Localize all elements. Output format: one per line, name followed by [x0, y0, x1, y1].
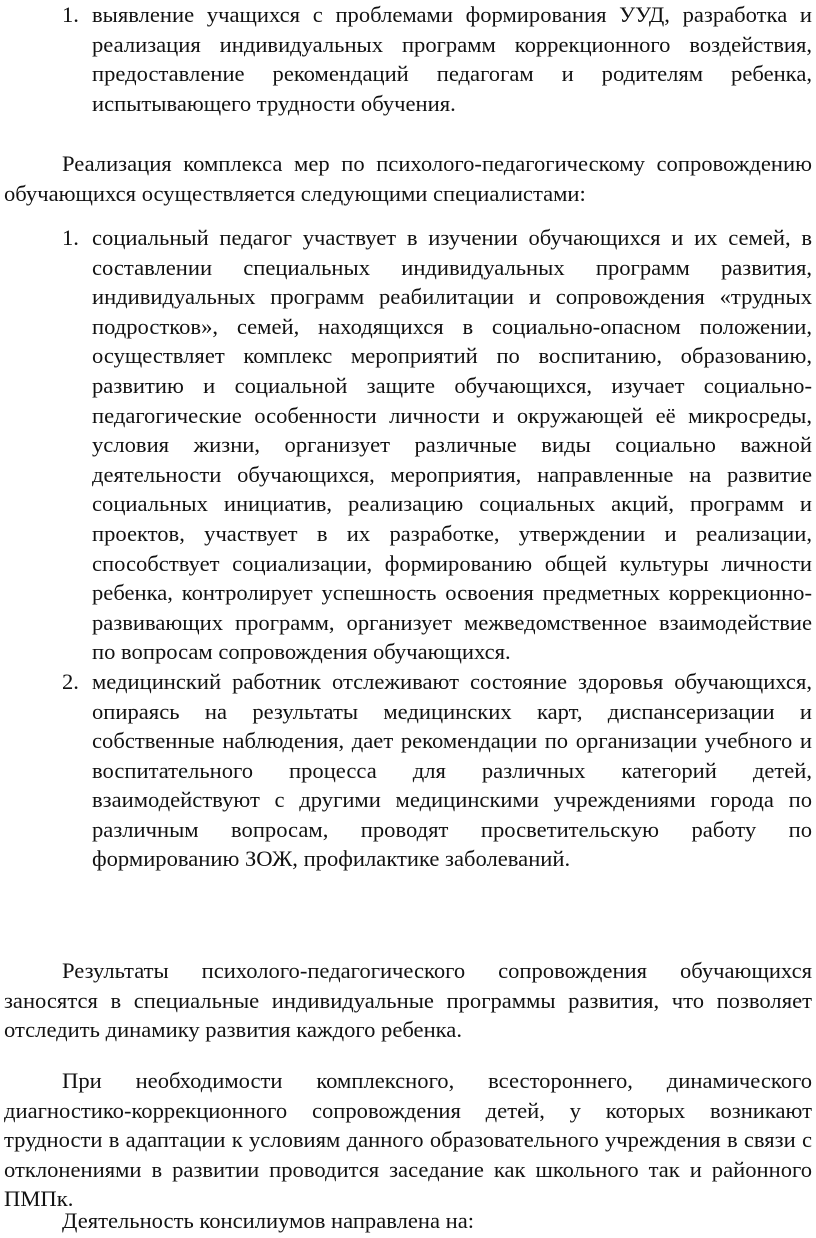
list-item-text: выявление учащихся с проблемами формирования УУД, разработка и реализация индивидуальных программ коррекционного воздействия, предоставление рекомендаций педагогам и родителям ребенка, испытывающего трудности обучения.: [92, 2, 812, 116]
list-item-number: 1.: [62, 225, 79, 250]
list-item: [0, 223, 816, 667]
paragraph-results: Результаты психолого-педагогического сопровождения обучающихся заносятся в специальные индивидуальные программы развития, что позволяет отследить динамику развития каждого ребенка.: [4, 958, 812, 1043]
list-item-number: 1.: [62, 2, 79, 27]
list-item-text: медицинский работник отслеживают состояние здоровья обучающихся, опираясь на результаты медицинских карт, диспансеризации и собственные наблюдения, дает рекомендации по организации учебного и воспитательного процесса для различных категорий детей, взаимодействуют с другими медицинскими учреждениями города по различным вопросам, проводят просветительскую работу по формированию ЗОЖ, профилактике заболеваний.: [92, 668, 812, 872]
numbered-list-top: [0, 0, 816, 118]
paragraph-pmpk: При необходимости комплексного, всестороннего, динамического диагностико-коррекционного сопровождения детей, у которых возникают трудности в адаптации к условиям данного образовательного учреждения в связи с отклонениями в развитии проводится заседание как школьного так и районного ПМПк.: [4, 1068, 812, 1212]
paragraph-councils: Деятельность консилиумов направлена на:: [62, 1208, 475, 1233]
list-item-text: социальный педагог участвует в изучении обучающихся и их семей, в составлении специальных индивидуальных программ развития, индивидуальных программ реабилитации и сопровождения «трудных подростков», семей, находящихся в социально-опасном положении, осуществляет комплекс мероприятий по воспитанию, образованию, развитию и социальной защите обучающихся, изучает социально-педагогические особенности личности и окружающей её микросреды, условия жизни, организует различные виды социально важной деятельности обучающихся, мероприятия, направленные на развитие социальных инициатив, реализацию социальных акций, программ и проектов, участвует в их разработке, утверждении и реализации, способствует социализации, формированию общей культуры личности ребенка, контролирует успешность освоения предметных коррекционно-развивающих программ, организует межведомственное взаимодействие по вопросам сопровождения обучающихся.: [92, 225, 812, 665]
numbered-list-specialists: [0, 223, 816, 874]
list-item: [0, 0, 816, 118]
list-item: [0, 667, 816, 874]
paragraph-specialists-intro: Реализация комплекса мер по психолого-педагогическому сопровождению обучающихся осуществляется следующими специалистами:: [4, 151, 812, 206]
list-item-number: 2.: [62, 668, 79, 694]
